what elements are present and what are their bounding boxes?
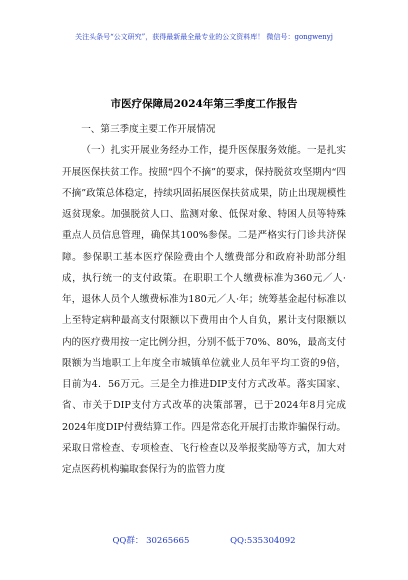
body-paragraph: （一）扎实开展业务经办工作，提升医保服务效能。一是扎实开展医保扶贫工作。按照“四个不摘”的要求，保持脱贫攻坚期内“四不摘”政策总体稳定，持续巩固拓展医保扶贫成果，防止出现规模性返贫现象。加强脱贫人口、监测对象、低保对象、特困人员等特殊重点人员信息管理，确保其100%参保。二是严格实行门诊共济保障。参保职工基本医疗保险费由个人缴费部分和政府补助部分组成，执行统一的支付政策。在职职工个人缴费标准为360元／人·年，退休人员个人缴费标准为180元／人·年；统筹基金起付标准以上至特定病种最高支付限额以下费用由个人自负，累计支付限额以内的医疗费用按一定比例分担，分别不低于70%、80%，最高支付限额为当地职工上年度全市城镇单位就业人员年平均工资的9倍，目前为4．56万元。三是全力推进DIP支付方式改革。落实国家、省、市关于DIP支付方式改革的决策部署，已于2024年8月完成2024年度DIP付费结算工作。四是常态化开展打击欺诈骗保行动。采取日常检查、专项检查、飞行检查以及举报奖励等方式，加大对定点医药机构骗取套保行为的监管力度: [62, 145, 346, 475]
document-title: 市医疗保障局2024年第三季度工作报告: [110, 98, 298, 110]
section-heading: 一、第三季度主要工作开展情况: [81, 124, 216, 135]
header-banner: 关注头条号“公文研究”，获得最新最全最专业的公文资料库！ 微信号：gongwenyj: [75, 33, 333, 41]
footer-contact: [0, 534, 408, 546]
footer-qq-number: QQ:535304092: [230, 536, 296, 546]
document-body: [62, 119, 346, 480]
footer-qq-group: QQ群： 30265665: [112, 536, 190, 546]
